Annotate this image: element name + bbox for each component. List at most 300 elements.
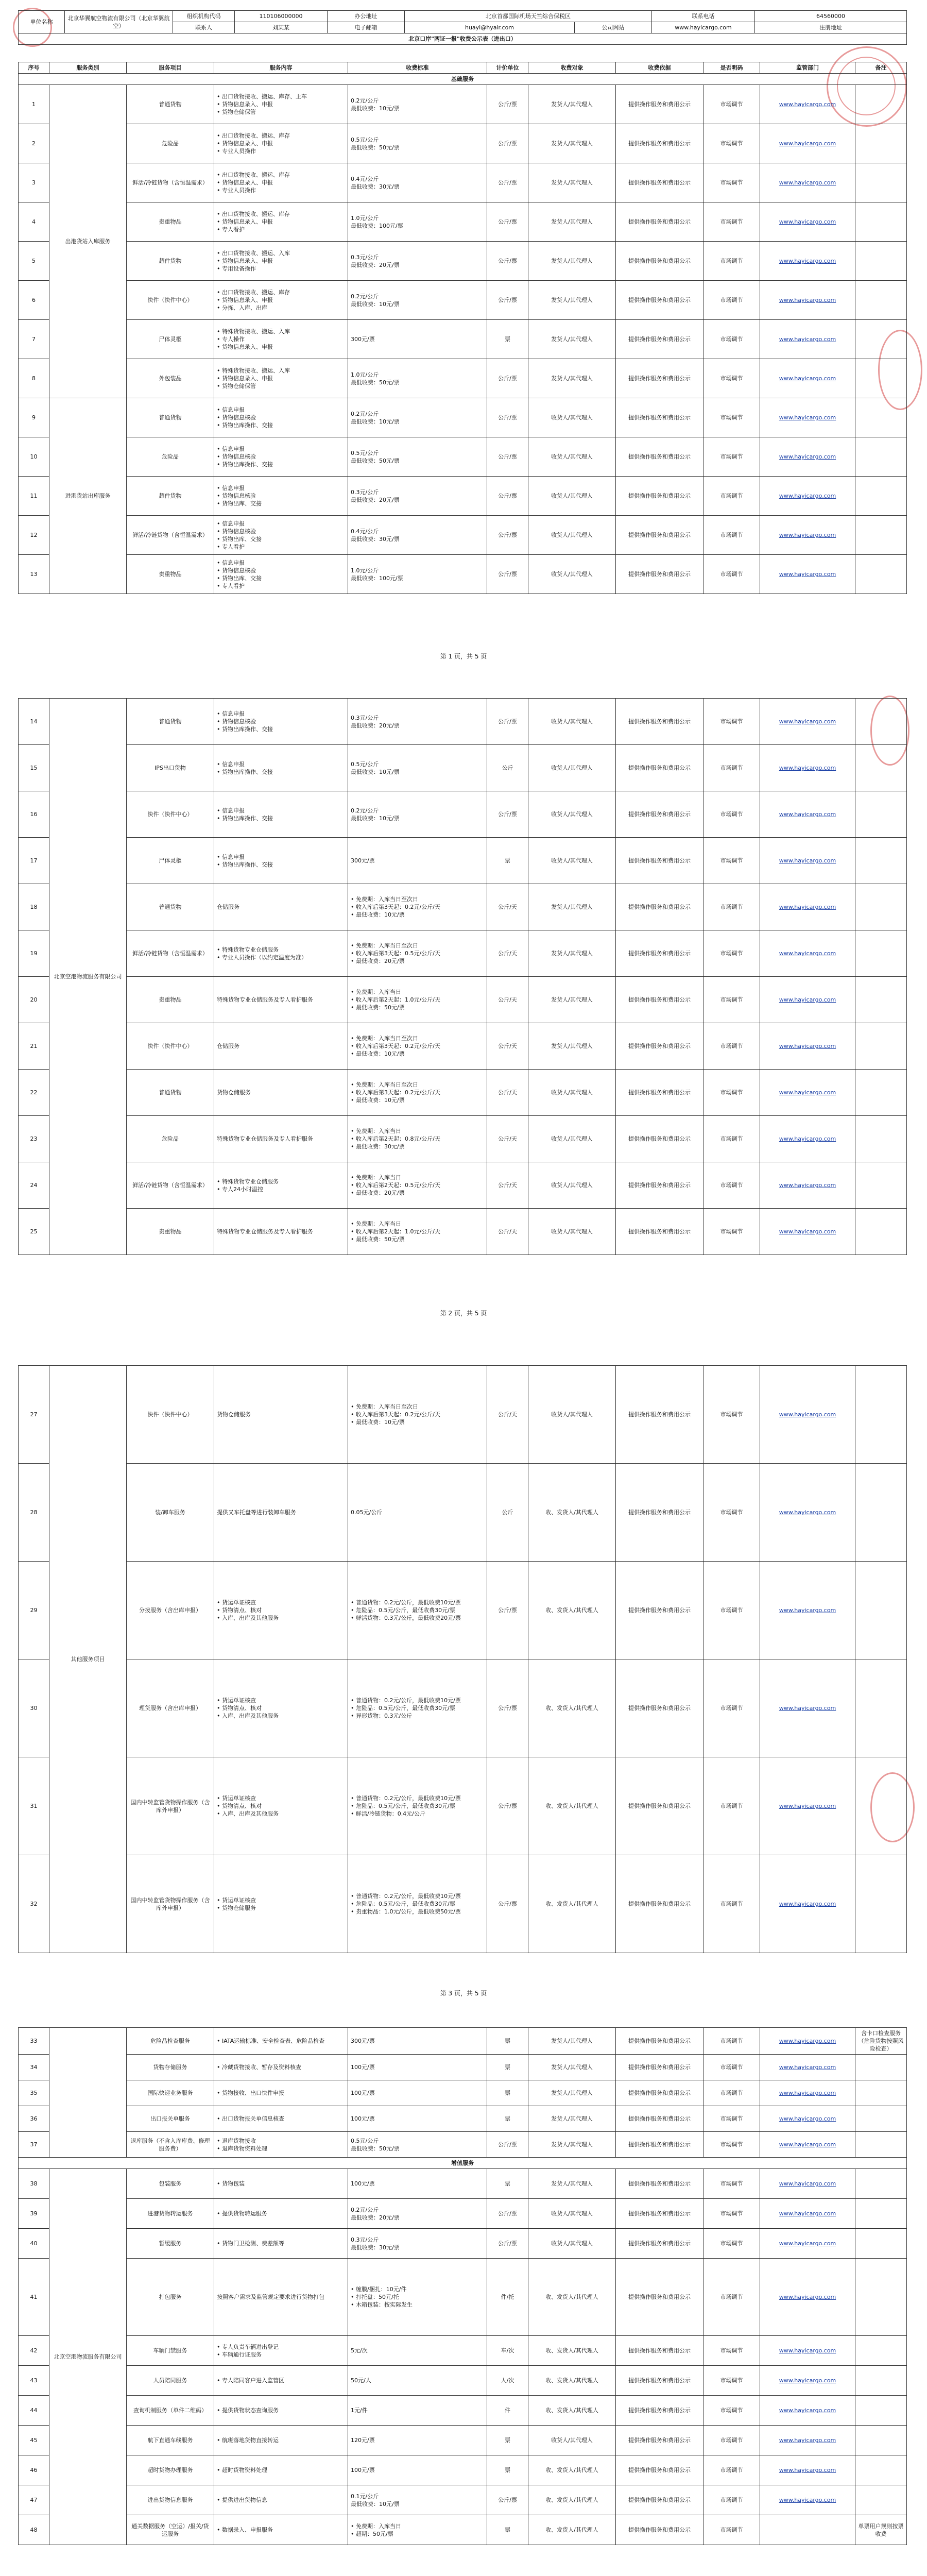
charge-target: 发货人/其代理人 xyxy=(528,85,616,124)
charge-basis: 提供操作服务和费用公示 xyxy=(616,2199,703,2229)
price-regulation: 市场调节 xyxy=(703,437,760,477)
service-item: 危险品 xyxy=(127,1116,214,1162)
charge-basis: 提供操作服务和费用公示 xyxy=(616,745,703,791)
row-number: 31 xyxy=(19,1757,49,1855)
disclosure-site[interactable] xyxy=(760,1659,855,1757)
service-content: • 特殊货物专业仓储服务 • 专业人员操作（以约定温度为准） xyxy=(214,930,348,977)
table-row xyxy=(19,398,907,437)
price-regulation: 市场调节 xyxy=(703,745,760,791)
remark xyxy=(855,281,907,320)
website-link[interactable]: www.hayicargo.com xyxy=(779,2210,836,2217)
disclosure-site[interactable] xyxy=(760,2028,855,2055)
service-content: • 信息申报 • 货物信息核验 • 货物出库、交接 • 专人看护 xyxy=(214,555,348,594)
service-content: • 信息申报 • 货物信息核验 • 货物出库操作、交接 xyxy=(214,398,348,437)
website-link[interactable]: www.hayicargo.com xyxy=(779,857,836,864)
charge-target: 发货人/其代理人 xyxy=(528,281,616,320)
disclosure-site[interactable] xyxy=(760,320,855,359)
fee-standard: 0.5元/公斤 最低收费：50元/票 xyxy=(348,124,487,163)
charge-target: 收货人/其代理人 xyxy=(528,1209,616,1255)
disclosure-site[interactable] xyxy=(760,1209,855,1255)
table-row xyxy=(19,699,907,745)
remark xyxy=(855,2455,907,2485)
pricing-unit: 公斤/票 xyxy=(487,124,528,163)
website-link[interactable]: www.hayicargo.com xyxy=(779,493,836,499)
row-number: 42 xyxy=(19,2336,49,2366)
table-row xyxy=(19,2055,907,2080)
website-link[interactable]: www.hayicargo.com xyxy=(779,140,836,147)
website-link[interactable]: www.hayicargo.com xyxy=(779,1705,836,1711)
disclosure-site[interactable] xyxy=(760,838,855,884)
charge-target: 收、发货人/其代理人 xyxy=(528,1757,616,1855)
table-row xyxy=(19,124,907,163)
disclosure-site[interactable] xyxy=(760,516,855,555)
service-content: • 货运单证核查 • 货物清点、核对 • 入库、出库及其他服务 xyxy=(214,1757,348,1855)
row-number: 45 xyxy=(19,2426,49,2455)
disclosure-site[interactable] xyxy=(760,884,855,930)
charge-basis: 提供操作服务和费用公示 xyxy=(616,1659,703,1757)
pricing-unit: 公斤/天 xyxy=(487,884,528,930)
org-code-label: 组织机构代码 xyxy=(173,11,235,22)
charge-target: 发货人/其代理人 xyxy=(528,124,616,163)
disclosure-site[interactable] xyxy=(760,202,855,242)
table-row xyxy=(19,2199,907,2229)
service-content: • 特殊货物接收、搬运、入库 • 专人操作 • 货物信息录入、申报 xyxy=(214,320,348,359)
website-link[interactable]: www.hayicargo.com xyxy=(779,996,836,1003)
pricing-unit: 公斤/票 xyxy=(487,477,528,516)
table-row xyxy=(19,1464,907,1562)
header-info-table xyxy=(18,10,907,45)
price-regulation: 市场调节 xyxy=(703,124,760,163)
table-row xyxy=(19,477,907,516)
charge-basis: 提供操作服务和费用公示 xyxy=(616,163,703,202)
disclosure-site[interactable] xyxy=(760,1855,855,1953)
website-link[interactable]: www.hayicargo.com xyxy=(779,2064,836,2071)
website-link[interactable]: www.hayicargo.com xyxy=(779,2240,836,2247)
column-header: 服务类别 xyxy=(49,62,127,74)
row-number: 48 xyxy=(19,2515,49,2545)
charge-basis: 提供操作服务和费用公示 xyxy=(616,1070,703,1116)
table-row xyxy=(19,2336,907,2366)
remark xyxy=(855,163,907,202)
email-value: huayi@hyair.com xyxy=(405,22,575,33)
charge-target: 发货人/其代理人 xyxy=(528,2132,616,2158)
website-link[interactable]: www.hayicargo.com xyxy=(779,2437,836,2444)
disclosure-site[interactable] xyxy=(760,281,855,320)
table-row xyxy=(19,1366,907,1464)
service-content: • 信息申报 • 货物出库操作、交接 xyxy=(214,745,348,791)
charge-basis: 提供操作服务和费用公示 xyxy=(616,699,703,745)
website-link[interactable]: www.hayicargo.com xyxy=(779,336,836,343)
service-content: • 冷藏货物接收、暂存及资料核查 xyxy=(214,2055,348,2080)
service-content: • 货运单证核查 • 货物清点、核对 • 入库、出库及其他服务 xyxy=(214,1562,348,1659)
row-number: 25 xyxy=(19,1209,49,1255)
pricing-unit: 公斤 xyxy=(487,745,528,791)
service-item: 危险品检查服务 xyxy=(127,2028,214,2055)
pricing-unit: 公斤/票 xyxy=(487,398,528,437)
table-row xyxy=(19,2229,907,2259)
website-link[interactable]: www.hayicargo.com xyxy=(779,1136,836,1142)
fee-standard: 300元/票 xyxy=(348,320,487,359)
row-number: 8 xyxy=(19,359,49,398)
disclosure-site[interactable] xyxy=(760,791,855,838)
website-link[interactable]: www.hayicargo.com xyxy=(779,950,836,957)
website-link[interactable]: www.hayicargo.com xyxy=(779,2497,836,2503)
remark xyxy=(855,2485,907,2515)
disclosure-site[interactable] xyxy=(760,1366,855,1464)
service-content: 特殊货物专业仓储服务及专人看护服务 xyxy=(214,1209,348,1255)
price-regulation: 市场调节 xyxy=(703,1757,760,1855)
disclosure-site[interactable] xyxy=(760,1023,855,1070)
fee-standard: • 免费期：入库当日 • 超期：50元/票 xyxy=(348,2515,487,2545)
disclosure-site[interactable] xyxy=(760,1464,855,1562)
row-number: 27 xyxy=(19,1366,49,1464)
page-number: 第 1 页，共 5 页 xyxy=(440,653,487,660)
site-label: 公司网站 xyxy=(575,22,652,33)
remark xyxy=(855,359,907,398)
table-row xyxy=(19,320,907,359)
charge-target: 收货人/其代理人 xyxy=(528,1366,616,1464)
disclosure-site[interactable] xyxy=(760,2055,855,2080)
row-number: 21 xyxy=(19,1023,49,1070)
row-number: 43 xyxy=(19,2366,49,2396)
service-content: • 出口货物报关单信息核查 xyxy=(214,2106,348,2132)
price-regulation: 市场调节 xyxy=(703,2259,760,2336)
unit-name-label: 单位名称 xyxy=(19,11,65,33)
website-link[interactable]: www.hayicargo.com xyxy=(779,2294,836,2300)
website-link[interactable]: www.hayicargo.com xyxy=(779,2090,836,2096)
fee-standard: 0.4元/公斤 最低收费：30元/票 xyxy=(348,163,487,202)
disclosure-site[interactable] xyxy=(760,2259,855,2336)
service-item: 通关数据服务（空运）/报关/货运服务 xyxy=(127,2515,214,2545)
row-number: 5 xyxy=(19,242,49,281)
unit-name-value: 北京华翼航空物流有限公司（北京华翼航空） xyxy=(65,11,173,33)
charge-basis: 提供操作服务和费用公示 xyxy=(616,838,703,884)
website-link[interactable]: www.hayicargo.com xyxy=(779,2407,836,2414)
pricing-unit: 公斤/票 xyxy=(487,791,528,838)
price-regulation: 市场调节 xyxy=(703,2515,760,2545)
service-content: • 出口货物接收、搬运、库存 • 货物信息录入、申报 • 分拣、入库、出库 xyxy=(214,281,348,320)
website-link[interactable]: www.hayicargo.com xyxy=(779,2377,836,2384)
service-item: 鲜活/冷链货物（含恒温需求） xyxy=(127,1162,214,1209)
row-number: 28 xyxy=(19,1464,49,1562)
table-row xyxy=(19,555,907,594)
pricing-unit: 票 xyxy=(487,320,528,359)
office-addr-label: 办公地址 xyxy=(328,11,405,22)
service-item: 贵重物品 xyxy=(127,1209,214,1255)
disclosure-site[interactable] xyxy=(760,2366,855,2396)
website-link[interactable]: www.hayicargo.com xyxy=(779,1228,836,1235)
pricing-unit: 公斤/票 xyxy=(487,2229,528,2259)
row-number: 29 xyxy=(19,1562,49,1659)
service-content: • 特殊货物接收、搬运、入库 • 货物信息录入、申报 • 货物仓储保管 xyxy=(214,359,348,398)
website-link[interactable]: www.hayicargo.com xyxy=(779,532,836,538)
price-regulation: 市场调节 xyxy=(703,884,760,930)
row-number: 23 xyxy=(19,1116,49,1162)
pricing-unit: 公斤/票 xyxy=(487,85,528,124)
charge-basis: 提供操作服务和费用公示 xyxy=(616,2485,703,2515)
fee-standard: 0.3元/公斤 最低收费：20元/票 xyxy=(348,699,487,745)
service-content: • 信息申报 • 货物信息核验 • 货物出库、交接 • 专人看护 xyxy=(214,516,348,555)
row-number: 44 xyxy=(19,2396,49,2426)
website-link[interactable]: www.hayicargo.com xyxy=(779,453,836,460)
disclosure-site[interactable] xyxy=(760,977,855,1023)
charge-basis: 提供操作服务和费用公示 xyxy=(616,2366,703,2396)
remark xyxy=(855,1162,907,1209)
pricing-unit: 件 xyxy=(487,2396,528,2426)
price-regulation: 市场调节 xyxy=(703,1162,760,1209)
charge-basis: 提供操作服务和费用公示 xyxy=(616,2455,703,2485)
charge-basis: 提供操作服务和费用公示 xyxy=(616,477,703,516)
row-number: 35 xyxy=(19,2080,49,2106)
disclosure-site[interactable] xyxy=(760,477,855,516)
disclosure-site[interactable] xyxy=(760,359,855,398)
table-row xyxy=(19,2259,907,2336)
row-number: 40 xyxy=(19,2229,49,2259)
price-regulation: 市场调节 xyxy=(703,85,760,124)
section-title: 增值服务 xyxy=(19,2158,907,2169)
service-item: 理货服务（含出库申报） xyxy=(127,1659,214,1757)
website-link[interactable]: www.hayicargo.com xyxy=(779,218,836,225)
website-link[interactable]: www.hayicargo.com xyxy=(779,765,836,771)
disclosure-site[interactable] xyxy=(760,437,855,477)
service-content: 提供叉车托盘等进行装卸车服务 xyxy=(214,1464,348,1562)
row-number: 4 xyxy=(19,202,49,242)
website-link[interactable]: www.hayicargo.com xyxy=(779,1803,836,1809)
remark xyxy=(855,320,907,359)
website-link[interactable]: www.hayicargo.com xyxy=(779,1182,836,1189)
website-link[interactable]: www.hayicargo.com xyxy=(779,2038,836,2044)
service-item: 车辆门禁服务 xyxy=(127,2336,214,2366)
service-group: 北京空港物流服务有限公司 xyxy=(49,699,127,1255)
remark xyxy=(855,1209,907,1255)
service-content: • 退库货物接收 • 退库货物资料处理 xyxy=(214,2132,348,2158)
row-number: 1 xyxy=(19,85,49,124)
org-code-value: 110106000000 xyxy=(235,11,328,22)
price-regulation: 市场调节 xyxy=(703,2426,760,2455)
table-row xyxy=(19,2455,907,2485)
row-number: 22 xyxy=(19,1070,49,1116)
fee-table-page-4 xyxy=(18,2027,907,2545)
service-content: • 提供货物状态查询服务 xyxy=(214,2396,348,2426)
charge-basis: 提供操作服务和费用公示 xyxy=(616,1366,703,1464)
sheet-title: 北京口岸"两证一报"收费公示表（进出口） xyxy=(19,33,907,45)
pricing-unit: 车/次 xyxy=(487,2336,528,2366)
contact-value: 刘某某 xyxy=(235,22,328,33)
service-item: 包装服务 xyxy=(127,2169,214,2199)
remark xyxy=(855,2132,907,2158)
pricing-unit: 票 xyxy=(487,2455,528,2485)
website-link[interactable]: www.hayicargo.com xyxy=(779,1901,836,1907)
charge-basis: 提供操作服务和费用公示 xyxy=(616,124,703,163)
disclosure-site[interactable] xyxy=(760,2080,855,2106)
office-addr-value: 北京首都国际机场天竺综合保税区 xyxy=(405,11,652,22)
service-item: 人员陪同服务 xyxy=(127,2366,214,2396)
charge-basis: 提供操作服务和费用公示 xyxy=(616,2169,703,2199)
row-number: 34 xyxy=(19,2055,49,2080)
service-item: 鲜活/冷链货物（含恒温需求） xyxy=(127,163,214,202)
disclosure-site[interactable] xyxy=(760,2229,855,2259)
page-2 xyxy=(0,675,927,1350)
website-link[interactable]: www.hayicargo.com xyxy=(779,2180,836,2187)
website-link[interactable]: www.hayicargo.com xyxy=(779,811,836,818)
charge-basis: 提供操作服务和费用公示 xyxy=(616,2132,703,2158)
price-regulation: 市场调节 xyxy=(703,930,760,977)
disclosure-site[interactable] xyxy=(760,2132,855,2158)
row-number: 11 xyxy=(19,477,49,516)
page-3 xyxy=(0,1350,927,2014)
website-link[interactable]: www.hayicargo.com xyxy=(779,2347,836,2354)
service-content: • 出口货物接收、搬运、入库 • 货物信息录入、申报 • 专用设备操作 xyxy=(214,242,348,281)
charge-target: 收货人/其代理人 xyxy=(528,1116,616,1162)
price-regulation: 市场调节 xyxy=(703,2396,760,2426)
service-item: 普通货物 xyxy=(127,85,214,124)
pricing-unit: 公斤/票 xyxy=(487,2199,528,2229)
fee-standard: • 免费期：入库当日至次日 • 收入库后第3天起：0.5元/公斤/天 • 最低收费：20元/票 xyxy=(348,930,487,977)
service-content: • 提供货物转运服务 xyxy=(214,2199,348,2229)
disclosure-site xyxy=(760,2515,855,2545)
service-group: 北京空港物流服务有限公司 xyxy=(49,2169,127,2545)
service-content: 仓储服务 xyxy=(214,884,348,930)
section-row xyxy=(19,2158,907,2169)
website-link[interactable]: www.hayicargo.com xyxy=(779,718,836,725)
contact-label: 联系人 xyxy=(173,22,235,33)
fee-standard: 0.3元/公斤 最低收费：20元/票 xyxy=(348,477,487,516)
charge-target: 发货人/其代理人 xyxy=(528,977,616,1023)
fee-standard: 0.2元/公斤 最低收费：10元/票 xyxy=(348,281,487,320)
charge-target: 收货人/其代理人 xyxy=(528,398,616,437)
disclosure-site[interactable] xyxy=(760,2106,855,2132)
service-item: 危险品 xyxy=(127,124,214,163)
website-link[interactable]: www.hayicargo.com xyxy=(779,1607,836,1614)
disclosure-site[interactable] xyxy=(760,242,855,281)
disclosure-site[interactable] xyxy=(760,2336,855,2366)
disclosure-site[interactable] xyxy=(760,1162,855,1209)
disclosure-site[interactable] xyxy=(760,930,855,977)
disclosure-site[interactable] xyxy=(760,555,855,594)
charge-basis: 提供操作服务和费用公示 xyxy=(616,1162,703,1209)
website-link[interactable]: www.hayicargo.com xyxy=(779,101,836,108)
remark xyxy=(855,2259,907,2336)
remark xyxy=(855,745,907,791)
page-number: 第 2 页，共 5 页 xyxy=(440,1310,487,1317)
pricing-unit: 公斤/票 xyxy=(487,202,528,242)
website-link[interactable]: www.hayicargo.com xyxy=(779,904,836,910)
fee-standard: 100元/票 xyxy=(348,2080,487,2106)
remark xyxy=(855,2199,907,2229)
disclosure-site[interactable] xyxy=(760,2396,855,2426)
website-link[interactable]: www.hayicargo.com xyxy=(779,1509,836,1516)
charge-target: 收、发货人/其代理人 xyxy=(528,2259,616,2336)
service-item: 鲜活/冷链货物（含恒温需求） xyxy=(127,930,214,977)
service-content: • 特殊货物专业仓储服务 • 专人24小时温控 xyxy=(214,1162,348,1209)
row-number: 33 xyxy=(19,2028,49,2055)
pricing-unit: 公斤/票 xyxy=(487,1757,528,1855)
price-regulation: 市场调节 xyxy=(703,1464,760,1562)
website-link[interactable]: www.hayicargo.com xyxy=(779,258,836,264)
charge-basis: 提供操作服务和费用公示 xyxy=(616,930,703,977)
website-link[interactable]: www.hayicargo.com xyxy=(779,375,836,382)
website-link[interactable]: www.hayicargo.com xyxy=(779,179,836,186)
service-content: • 航班落地货物直接转运 xyxy=(214,2426,348,2455)
website-link[interactable]: www.hayicargo.com xyxy=(779,1043,836,1049)
website-link[interactable]: www.hayicargo.com xyxy=(779,2141,836,2148)
pricing-unit: 公斤/票 xyxy=(487,281,528,320)
disclosure-site[interactable] xyxy=(760,699,855,745)
website-link[interactable]: www.hayicargo.com xyxy=(779,297,836,303)
table-row xyxy=(19,242,907,281)
service-content: • 货物接收、出口快件申报 xyxy=(214,2080,348,2106)
service-item: 贵重物品 xyxy=(127,202,214,242)
charge-target: 收货人/其代理人 xyxy=(528,437,616,477)
fee-standard: 1元/件 xyxy=(348,2396,487,2426)
service-content: 货物仓储服务 xyxy=(214,1366,348,1464)
website-link[interactable]: www.hayicargo.com xyxy=(779,2467,836,2473)
remark xyxy=(855,838,907,884)
pricing-unit: 票 xyxy=(487,2028,528,2055)
disclosure-site[interactable] xyxy=(760,85,855,124)
row-number: 13 xyxy=(19,555,49,594)
charge-basis: 提供操作服务和费用公示 xyxy=(616,791,703,838)
row-number: 2 xyxy=(19,124,49,163)
table-row xyxy=(19,85,907,124)
pricing-unit: 公斤 xyxy=(487,1464,528,1562)
charge-target: 发货人/其代理人 xyxy=(528,2028,616,2055)
disclosure-site[interactable] xyxy=(760,1070,855,1116)
website-link[interactable]: www.hayicargo.com xyxy=(779,1411,836,1418)
price-regulation: 市场调节 xyxy=(703,2055,760,2080)
service-content: • 信息申报 • 货物信息核验 • 货物出库操作、交接 xyxy=(214,699,348,745)
disclosure-site[interactable] xyxy=(760,2455,855,2485)
website-link[interactable]: www.hayicargo.com xyxy=(779,2115,836,2122)
disclosure-site[interactable] xyxy=(760,1116,855,1162)
website-link[interactable]: www.hayicargo.com xyxy=(779,1089,836,1096)
remark: 含卡口检查服务（危险货物按照风险检查） xyxy=(855,2028,907,2055)
price-regulation: 市场调节 xyxy=(703,1562,760,1659)
disclosure-site[interactable] xyxy=(760,2485,855,2515)
table-row xyxy=(19,359,907,398)
fee-standard: 0.5元/公斤 最低收费：10元/票 xyxy=(348,745,487,791)
remark xyxy=(855,2229,907,2259)
charge-basis: 提供操作服务和费用公示 xyxy=(616,320,703,359)
table-row xyxy=(19,1562,907,1659)
fee-standard: • 免费期：入库当日 • 收入库后第2天起：0.5元/公斤/天 • 最低收费：20元/票 xyxy=(348,1162,487,1209)
pricing-unit: 公斤/票 xyxy=(487,1562,528,1659)
disclosure-site[interactable] xyxy=(760,1757,855,1855)
service-item: 打包服务 xyxy=(127,2259,214,2336)
price-regulation: 市场调节 xyxy=(703,1366,760,1464)
service-item: 超件货物 xyxy=(127,242,214,281)
disclosure-site[interactable] xyxy=(760,1562,855,1659)
disclosure-site[interactable] xyxy=(760,2169,855,2199)
disclosure-site[interactable] xyxy=(760,2199,855,2229)
disclosure-site[interactable] xyxy=(760,163,855,202)
website-link[interactable]: www.hayicargo.com xyxy=(779,571,836,578)
charge-basis: 提供操作服务和费用公示 xyxy=(616,281,703,320)
disclosure-site[interactable] xyxy=(760,2426,855,2455)
table-row xyxy=(19,884,907,930)
pricing-unit: 票 xyxy=(487,2055,528,2080)
charge-target: 收、发货人/其代理人 xyxy=(528,2485,616,2515)
fee-standard: • 普通货物：0.2元/公斤，最低收费10元/票 • 危险品：0.5元/公斤，最低收费30元/票 • 鲜活/冷链货物：0.4元/公斤 xyxy=(348,1757,487,1855)
disclosure-site[interactable] xyxy=(760,124,855,163)
charge-basis: 提供操作服务和费用公示 xyxy=(616,359,703,398)
disclosure-site[interactable] xyxy=(760,398,855,437)
charge-basis: 提供操作服务和费用公示 xyxy=(616,555,703,594)
row-number: 41 xyxy=(19,2259,49,2336)
disclosure-site[interactable] xyxy=(760,745,855,791)
service-content: • 提供进出货物信息 xyxy=(214,2485,348,2515)
website-link[interactable]: www.hayicargo.com xyxy=(779,414,836,421)
